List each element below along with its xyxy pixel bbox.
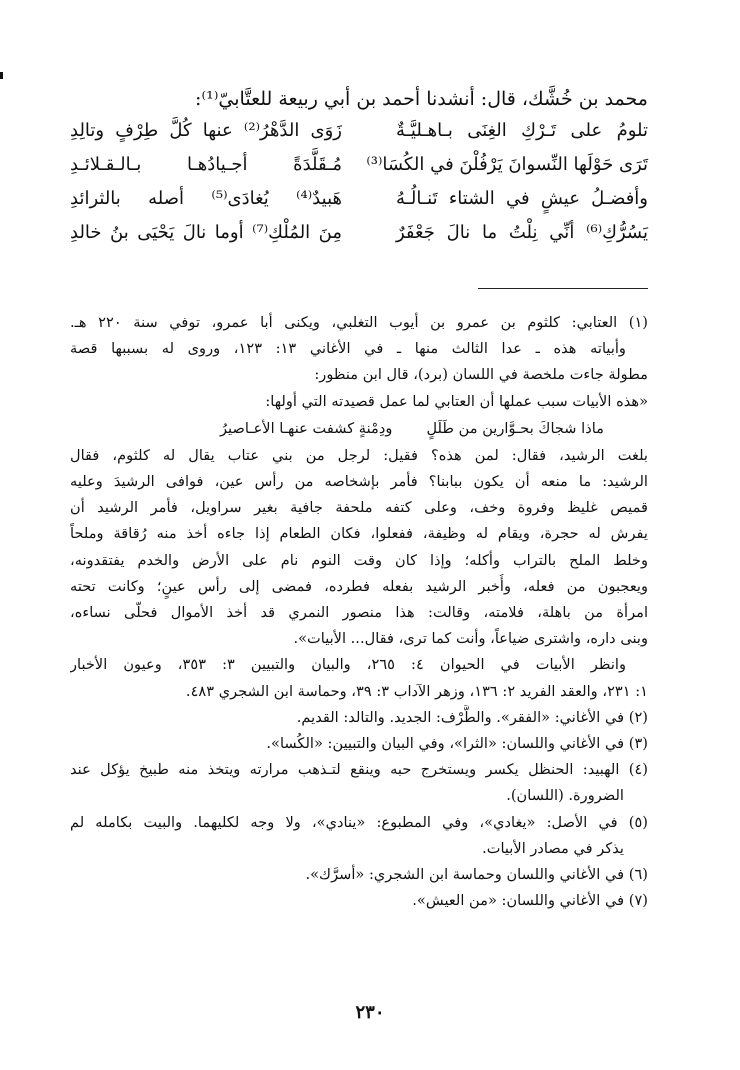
footnote-5-cont: يذكر في مصادر الأبيات.	[482, 839, 624, 857]
footnote-5: (٥) في الأصل: «يغادي»، وفي المطبوع: «ينادي»، ولا وجه لكليهما. والبيت بكامله لم	[70, 813, 648, 831]
footnote-1-line: (١) العتابي: كلثوم بن عمرو بن أيوب التغلبي، ويكنى أبا عمرو، توفي سنة ٢٢٠ هـ.	[70, 314, 648, 331]
footnote-1-line: ويعجبون من فعله، وأُخبر الرشيد بفعله فطرده، فمضى إلى رأس عينٍ؛ وكانت تحته	[70, 577, 648, 595]
verse-2	[70, 148, 648, 182]
hemistich-first: وأفضـلُ عيشٍ في الشتاء تَنـالُـهُ	[396, 188, 648, 209]
hemistich-first: تلومُ على تَـرْكِ الغِنَى بـاهـليَّـةٌ	[396, 120, 648, 141]
footnote-1-line: بلغت الرشيد، فقال: لمن هذه؟ فقيل: لرجل من بني عتاب يقال له كلثوم، فقال	[70, 446, 648, 464]
footnote-1-line: وأبياته هذه ـ عدا الثالث منها ـ في الأغاني ١٣: ١٢٣، وروى له بسببها قصة	[70, 340, 626, 358]
page-number: ٢٣٠	[355, 1002, 385, 1023]
footnote-2: (٢) في الأغاني: «الفقر». والطَّرْف: الجديد. والتالد: القديم.	[296, 708, 648, 726]
hemistich-first: يَسُرُّكِ⁽⁶⁾ أنِّي نِلْتُ ما نالَ جَعْفَرٌ	[396, 222, 648, 243]
footnote-1-line: وخلط الملح بالتراب وأكله؛ وإذا كان وقت النوم نام على الأرض والخدم يفتقدونه،	[70, 551, 648, 569]
footnote-3: (٣) في الأغاني واللسان: «الثرا»، وفي البيان والتبيين: «الكُسا».	[266, 735, 648, 753]
footnote-1-line: وانظر الأبيات في الحيوان ٤: ٢٦٥، والبيان والتبيين ٣: ٣٥٣، وعيون الأخبار	[70, 656, 626, 674]
verse-3	[70, 182, 648, 216]
footnote-4-cont: الضرورة. (اللسان).	[506, 787, 624, 805]
hemistich-first: تَرَى حَوْلَها النِّسوانَ يَرْفُلْنَ في الكُسَا⁽³⁾	[366, 154, 648, 175]
hemistich-second: مُـقَلَّدَةً أجـيادُهـا بـالـقـلائـدِ	[70, 154, 342, 175]
footnote-1-line: وبنى داره، واشترى ضياعاً، وأنت كما ترى، فقال... الأبيات».	[293, 630, 648, 648]
footnote-1-line: امرأة من باهلة، فلامته، وقالت: هذا منصور النمري قد أخذ الأموال فحلّى نساءه،	[70, 604, 648, 622]
footnote-6: (٦) في الأغاني واللسان وحماسة ابن الشجري: «أسرَّك».	[305, 866, 648, 884]
quoted-hemistich-first: ماذا شجاكَ بحـوَّارين من طَلَلٍ	[426, 419, 604, 437]
hemistich-second: هَبيدٌ⁽⁴⁾ يُغادَى⁽⁵⁾ أصله بالثرائدِ	[70, 188, 342, 209]
quoted-verse	[70, 415, 648, 443]
footnote-1-line: ١: ٢٣١، والعقد الفريد ٢: ١٣٦، وزهر الآداب ٣: ٣٩، وحماسة ابن الشجري ٤٨٣.	[185, 682, 648, 700]
footnote-1-line: يفرش له حجرة، ويقام له وظيفة، ففعلوا، فكان الطعام إذا جاءه أخذ منه رُقاقة وملحاً	[70, 525, 648, 543]
footnote-1-line: قميص غليظ وفروة وخف، وعلى كتفه ملحفة جافية بغير سراويل، فأمر الرشيد أن	[70, 499, 648, 517]
hemistich-second: زَوَى الدَّهْرُ⁽²⁾ عنها كُلَّ طِرْفٍ وتالِدِ	[70, 120, 342, 141]
footnote-1-line: مطولة جاءت ملخصة في اللسان (برد)، قال ابن منظور:	[314, 366, 648, 384]
footnote-1-line: «هذه الأبيات سبب عملها أن العتابي لما عمل قصيدته التي أولها:	[265, 392, 648, 410]
footnote-4: (٤) الهبيد: الحنظل يكسر ويستخرج حبه وينقع لتـذهب مرارته ويتخذ منه طبيخ يؤكل عند	[70, 761, 648, 779]
footnotes	[70, 310, 648, 914]
intro-line: محمد بن خُشَّك، قال: أنشدنا أحمد بن أبي ربيعة للعتَّابيّ⁽¹⁾:	[195, 88, 648, 110]
verse-1	[70, 114, 648, 148]
hemistich-second: مِنَ المُلْكِ⁽⁷⁾ أوما نالَ يَحْيَى بنُ خالدِ	[70, 222, 342, 243]
footnote-separator	[478, 288, 648, 289]
footnote-1-line: الرشيد: ما منعه أن يكون ببابنا؟ فأمر بإشخاصه من رأس عين، فوافى الرشيدَ وعليه	[70, 473, 648, 491]
verse-4	[70, 216, 648, 250]
poem	[70, 114, 648, 250]
footnote-7: (٧) في الأغاني واللسان: «من العيش».	[412, 892, 648, 910]
quoted-hemistich-second: ودِمْنةٍ كشفت عنهـا الأعـاصيرُ	[220, 419, 393, 437]
margin-mark	[0, 72, 3, 79]
